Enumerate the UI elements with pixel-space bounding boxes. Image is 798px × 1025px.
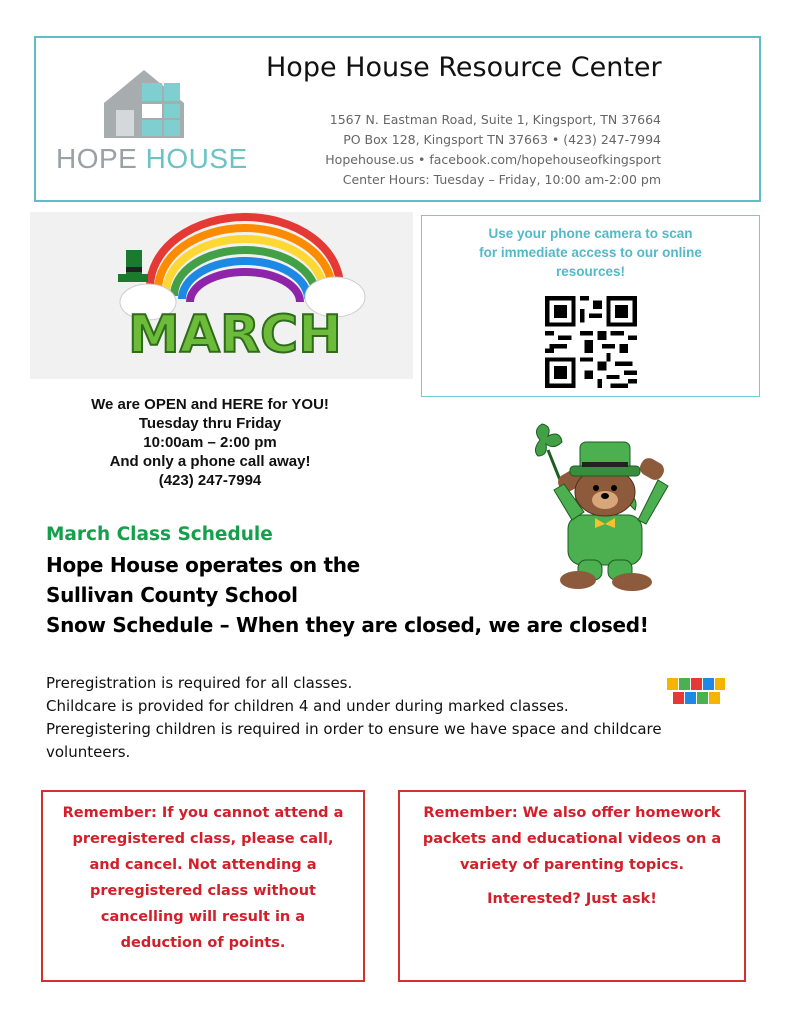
web-line: Hopehouse.us • facebook.com/hopehouseofkingsport (325, 152, 661, 167)
reminder-left-line4: preregistered class without (89, 883, 316, 899)
open-phone: (423) 247-7994 (158, 472, 262, 489)
address-line: 1567 N. Eastman Road, Suite 1, Kingsport, TN 37664 (329, 112, 661, 127)
qr-caption (422, 224, 759, 281)
open-hours-block (40, 395, 380, 490)
info-line1: Preregistration is required for all classes. (46, 674, 353, 692)
schedule-line2: Sullivan County School (46, 583, 298, 607)
schedule-line1: Hope House operates on the (46, 553, 360, 577)
open-line1: We are OPEN and HERE for YOU! (91, 396, 329, 413)
reminder-homework-box (398, 790, 746, 982)
header-box (34, 36, 761, 202)
header-contact (325, 110, 661, 190)
info-line3: Preregistering children is required in order to ensure we have space and childcare volunteers. (46, 720, 662, 761)
logo-word-hope: HOPE (56, 143, 138, 174)
reminder-left-line6: deduction of points. (120, 935, 286, 951)
open-line3: 10:00am – 2:00 pm (143, 434, 277, 451)
qr-box (421, 215, 760, 397)
class-schedule (46, 520, 766, 640)
reminder-cancel-box (41, 790, 365, 982)
reminder-left-line1: Remember: If you cannot attend a (62, 805, 344, 821)
qr-code-icon[interactable] (545, 296, 637, 388)
po-box-line: PO Box 128, Kingsport TN 37663 • (423) 247-7994 (343, 132, 661, 147)
reminder-right-interested: Interested? Just ask! (487, 891, 657, 907)
qr-caption-line1: Use your phone camera to scan (488, 226, 693, 241)
qr-caption-line2: for immediate access to our online (479, 245, 702, 260)
march-banner-text: MARCH (128, 305, 342, 365)
open-line4: And only a phone call away! (109, 453, 311, 470)
open-line2: Tuesday thru Friday (138, 415, 282, 432)
march-banner (30, 212, 413, 379)
reminder-left-line2: preregistered class, please call, (72, 831, 334, 847)
schedule-heading: March Class Schedule (46, 524, 273, 545)
rainbow-icon (30, 212, 413, 379)
reminder-left-line5: cancelling will result in a (100, 909, 306, 925)
reminder-left-line3: and cancel. Not attending a (89, 857, 317, 873)
header-title: Hope House Resource Center (266, 52, 662, 83)
reminder-right-line2: packets and educational videos on a (422, 831, 722, 847)
logo-word-house: HOUSE (145, 143, 248, 174)
qr-caption-line3: resources! (555, 264, 626, 279)
reminder-right-line1: Remember: We also offer homework (423, 805, 721, 821)
info-line2: Childcare is provided for children 4 and under during marked classes. (46, 697, 569, 715)
reminder-right-line3: variety of parenting topics. (459, 857, 685, 873)
logo-wordmark (56, 143, 248, 175)
schedule-line3: Snow Schedule – When they are closed, we are closed! (46, 613, 649, 637)
childcare-blocks-icon (667, 678, 725, 706)
registration-info (46, 672, 746, 764)
hours-line: Center Hours: Tuesday – Friday, 10:00 am-2:00 pm (342, 172, 661, 187)
